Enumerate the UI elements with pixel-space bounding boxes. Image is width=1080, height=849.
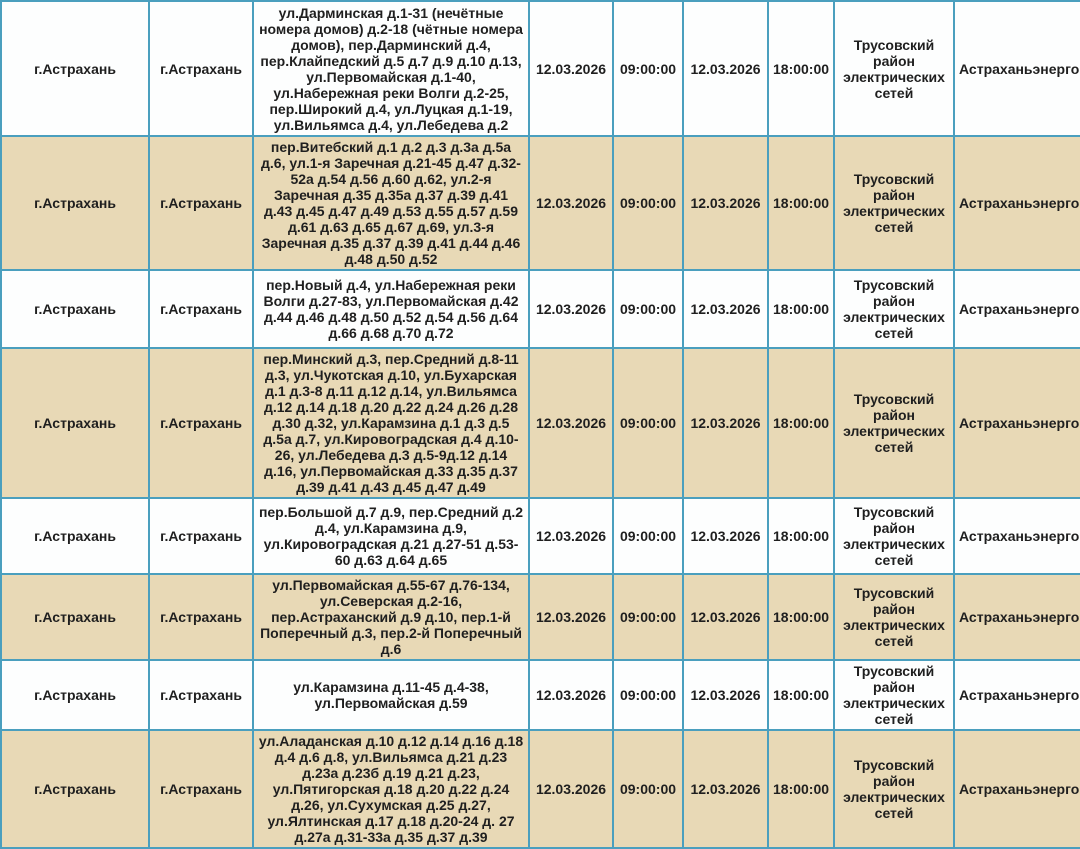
table-row (1, 574, 1080, 660)
end-time-cell: 18:00:00 (768, 660, 834, 730)
start-time-cell: 09:00:00 (613, 270, 683, 348)
start-date-cell: 12.03.2026 (529, 574, 613, 660)
city-cell: г.Астрахань (149, 574, 253, 660)
region-cell: г.Астрахань (1, 348, 149, 498)
network-org-cell: Трусовский район электрических сетей (834, 730, 954, 848)
energy-company-cell: Астраханьэнерго (954, 1, 1080, 136)
end-date-cell: 12.03.2026 (683, 730, 768, 848)
energy-company-cell: Астраханьэнерго (954, 660, 1080, 730)
end-time-cell: 18:00:00 (768, 498, 834, 574)
addresses-cell: ул.Аладанская д.10 д.12 д.14 д.16 д.18 д.4 д.6 д.8, ул.Вильямса д.21 д.23 д.23а д.23б д.19 д.21 д.23, ул.Пятигорская д.18 д.20 д.22 д.24 д.26, ул.Сухумская д.25 д.27, ул.Ялтинская д.17 д.18 д.20-24 д. 27 д.27а д.31-33а д.35 д.37 д.39 (253, 730, 529, 848)
addresses-cell: ул.Первомайская д.55-67 д.76-134, ул.Северская д.2-16, пер.Астраханский д.9 д.10, пер.1-й Поперечный д.3, пер.2-й Поперечный д.6 (253, 574, 529, 660)
end-date-cell: 12.03.2026 (683, 1, 768, 136)
energy-company-cell: Астраханьэнерго (954, 574, 1080, 660)
end-date-cell: 12.03.2026 (683, 136, 768, 270)
city-cell: г.Астрахань (149, 136, 253, 270)
start-time-cell: 09:00:00 (613, 498, 683, 574)
network-org-cell: Трусовский район электрических сетей (834, 1, 954, 136)
region-cell: г.Астрахань (1, 498, 149, 574)
table-row (1, 1, 1080, 136)
start-time-cell: 09:00:00 (613, 348, 683, 498)
start-time-cell: 09:00:00 (613, 1, 683, 136)
start-date-cell: 12.03.2026 (529, 660, 613, 730)
addresses-cell: пер.Большой д.7 д.9, пер.Средний д.2 д.4, ул.Карамзина д.9, ул.Кировоградская д.21 д.27-51 д.53-60 д.63 д.64 д.65 (253, 498, 529, 574)
network-org-cell: Трусовский район электрических сетей (834, 660, 954, 730)
outage-table-body (1, 1, 1080, 848)
network-org-cell: Трусовский район электрических сетей (834, 136, 954, 270)
region-cell: г.Астрахань (1, 136, 149, 270)
energy-company-cell: Астраханьэнерго (954, 270, 1080, 348)
city-cell: г.Астрахань (149, 498, 253, 574)
start-time-cell: 09:00:00 (613, 136, 683, 270)
city-cell: г.Астрахань (149, 660, 253, 730)
end-date-cell: 12.03.2026 (683, 348, 768, 498)
network-org-cell: Трусовский район электрических сетей (834, 498, 954, 574)
end-time-cell: 18:00:00 (768, 1, 834, 136)
addresses-cell: пер.Витебский д.1 д.2 д.3 д.3а д.5а д.6, ул.1-я Заречная д.21-45 д.47 д.32-52а д.54 д.56 д.60 д.62, ул.2-я Заречная д.35 д.35а д.37 д.39 д.41 д.43 д.45 д.47 д.49 д.53 д.55 д.57 д.59 д.61 д.63 д.65 д.67 д.69, ул.3-я Заречная д.35 д.37 д.39 д.41 д.44 д.46 д.48 д.50 д.52 (253, 136, 529, 270)
city-cell: г.Астрахань (149, 270, 253, 348)
end-date-cell: 12.03.2026 (683, 574, 768, 660)
addresses-cell: ул.Карамзина д.11-45 д.4-38, ул.Первомайская д.59 (253, 660, 529, 730)
region-cell: г.Астрахань (1, 574, 149, 660)
city-cell: г.Астрахань (149, 730, 253, 848)
end-date-cell: 12.03.2026 (683, 660, 768, 730)
region-cell: г.Астрахань (1, 1, 149, 136)
energy-company-cell: Астраханьэнерго (954, 136, 1080, 270)
region-cell: г.Астрахань (1, 730, 149, 848)
start-time-cell: 09:00:00 (613, 660, 683, 730)
table-row (1, 498, 1080, 574)
table-row (1, 660, 1080, 730)
end-time-cell: 18:00:00 (768, 270, 834, 348)
end-time-cell: 18:00:00 (768, 574, 834, 660)
addresses-cell: ул.Дарминская д.1-31 (нечётные номера домов) д.2-18 (чётные номера домов), пер.Дарминский д.4, пер.Клайпедский д.5 д.7 д.9 д.10 д.13, ул.Первомайская д.1-40, ул.Набережная реки Волги д.2-25, пер.Широкий д.4, ул.Луцкая д.1-19, ул.Вильямса д.4, ул.Лебедева д.2 (253, 1, 529, 136)
end-time-cell: 18:00:00 (768, 730, 834, 848)
start-date-cell: 12.03.2026 (529, 1, 613, 136)
end-time-cell: 18:00:00 (768, 136, 834, 270)
table-row (1, 270, 1080, 348)
start-date-cell: 12.03.2026 (529, 730, 613, 848)
addresses-cell: пер.Новый д.4, ул.Набережная реки Волги д.27-83, ул.Первомайская д.42 д.44 д.46 д.48 д.50 д.52 д.54 д.56 д.64 д.66 д.68 д.70 д.72 (253, 270, 529, 348)
table-row (1, 348, 1080, 498)
energy-company-cell: Астраханьэнерго (954, 730, 1080, 848)
end-time-cell: 18:00:00 (768, 348, 834, 498)
start-date-cell: 12.03.2026 (529, 270, 613, 348)
addresses-cell: пер.Минский д.3, пер.Средний д.8-11 д.3, ул.Чукотская д.10, ул.Бухарская д.1 д.3-8 д.11 д.12 д.14, ул.Вильямса д.12 д.14 д.18 д.20 д.22 д.24 д.26 д.28 д.30 д.32, ул.Карамзина д.1 д.3 д.5 д.5а д.7, ул.Кировоградская д.4 д.10-26, ул.Лебедева д.3 д.5-9д.12 д.14 д.16, ул.Первомайская д.33 д.35 д.37 д.39 д.41 д.43 д.45 д.47 д.49 (253, 348, 529, 498)
start-date-cell: 12.03.2026 (529, 348, 613, 498)
start-time-cell: 09:00:00 (613, 730, 683, 848)
energy-company-cell: Астраханьэнерго (954, 498, 1080, 574)
start-time-cell: 09:00:00 (613, 574, 683, 660)
network-org-cell: Трусовский район электрических сетей (834, 270, 954, 348)
network-org-cell: Трусовский район электрических сетей (834, 574, 954, 660)
end-date-cell: 12.03.2026 (683, 498, 768, 574)
table-row (1, 136, 1080, 270)
city-cell: г.Астрахань (149, 1, 253, 136)
start-date-cell: 12.03.2026 (529, 498, 613, 574)
city-cell: г.Астрахань (149, 348, 253, 498)
table-row (1, 730, 1080, 848)
region-cell: г.Астрахань (1, 660, 149, 730)
end-date-cell: 12.03.2026 (683, 270, 768, 348)
energy-company-cell: Астраханьэнерго (954, 348, 1080, 498)
region-cell: г.Астрахань (1, 270, 149, 348)
network-org-cell: Трусовский район электрических сетей (834, 348, 954, 498)
start-date-cell: 12.03.2026 (529, 136, 613, 270)
